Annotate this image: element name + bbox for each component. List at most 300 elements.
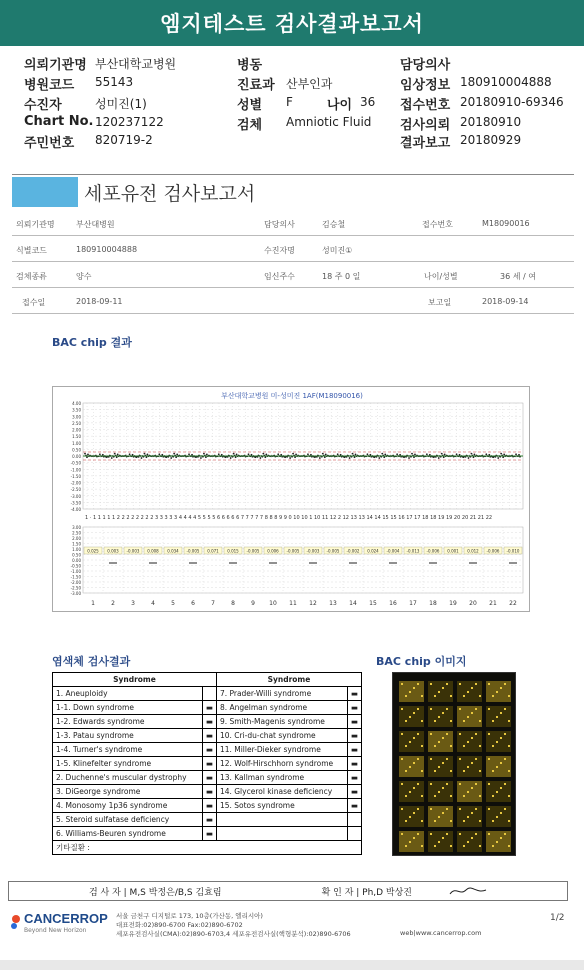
data-point xyxy=(319,457,321,459)
syndrome-name: 1. Aneuploidy xyxy=(53,687,203,701)
chart-svg xyxy=(53,387,531,613)
chip-spot xyxy=(475,758,477,760)
data-point xyxy=(381,453,383,455)
chip-spot xyxy=(459,783,461,785)
syndrome-table-body xyxy=(53,687,362,855)
y-tick-label: -3.00 xyxy=(70,591,81,596)
table-row xyxy=(53,743,362,757)
chip-spot xyxy=(405,745,407,747)
chip-spot xyxy=(500,762,502,764)
chip-spot xyxy=(438,841,440,843)
chip-spot xyxy=(421,695,423,697)
syndrome-mark: ▬ xyxy=(202,729,216,743)
chip-spot xyxy=(471,812,473,814)
data-point xyxy=(310,454,312,456)
table-row xyxy=(12,262,574,288)
chip-spot xyxy=(421,795,423,797)
chip-spot xyxy=(459,808,461,810)
chip-spot xyxy=(471,737,473,739)
receipt-value: 20180910-69346 xyxy=(460,95,564,109)
chip-spot xyxy=(405,795,407,797)
chrom-mean-label: -0.002 xyxy=(346,548,360,554)
data-point xyxy=(349,457,351,459)
syndrome-mark: ▬ xyxy=(202,785,216,799)
table-row xyxy=(53,687,362,701)
logo-text: CANCERROP xyxy=(24,911,108,926)
sex-label: 성별 xyxy=(237,98,263,113)
doctor-label: 담당의사 xyxy=(400,58,451,73)
data-point xyxy=(355,454,357,456)
chip-spot xyxy=(434,695,436,697)
chip-spot xyxy=(409,691,411,693)
syndrome-name: 11. Miller-Dieker syndrome xyxy=(216,743,347,757)
data-point xyxy=(161,454,163,456)
chip-spot xyxy=(475,808,477,810)
syndrome-mark xyxy=(347,813,361,827)
data-point xyxy=(146,456,148,458)
age-value: 36 xyxy=(360,95,376,109)
chip-spot xyxy=(463,795,465,797)
chip-spot xyxy=(450,770,452,772)
syndrome-mark: ▬ xyxy=(347,715,361,729)
chip-spot xyxy=(438,741,440,743)
y-tick-label: -4.00 xyxy=(70,507,81,512)
y-tick-label: -2.00 xyxy=(70,480,81,486)
data-point xyxy=(230,457,232,459)
report-value: 20180929 xyxy=(460,133,522,147)
footer-lab: 세포유전검사실(CMA):02)890-6703,4 세포유전검사실(핵형분석):02)890-6706 xyxy=(116,930,351,938)
data-point xyxy=(352,453,354,455)
syndrome-name: 14. Glycerol kinase deficiency xyxy=(216,785,347,799)
chrom-mean-label: 0.012 xyxy=(467,548,479,554)
data-point xyxy=(471,453,473,455)
data-point xyxy=(251,454,253,456)
spec-label: 검체 xyxy=(237,118,263,133)
chrom-label: 12 xyxy=(309,600,317,607)
data-point xyxy=(289,457,291,459)
data-point xyxy=(414,454,416,456)
y-tick-label: 0.00 xyxy=(72,558,81,563)
chip-spot xyxy=(459,758,461,760)
patient-value: 성미진(1) xyxy=(95,97,147,111)
y-tick-label: 2.50 xyxy=(72,420,81,426)
chip-spot xyxy=(488,758,490,760)
data-point xyxy=(324,456,326,458)
chip-spot xyxy=(488,833,490,835)
chrom-label: 14 xyxy=(349,600,357,607)
chip-spot xyxy=(401,758,403,760)
data-point xyxy=(295,454,297,456)
chrom-mean-label: 0.024 xyxy=(367,548,379,554)
page-bottom-band xyxy=(0,960,584,970)
chip-spot xyxy=(417,808,419,810)
data-point xyxy=(307,453,309,455)
chrom-label: 8 xyxy=(231,600,235,607)
chip-spot xyxy=(409,766,411,768)
chip-spot xyxy=(467,741,469,743)
chip-spot xyxy=(438,766,440,768)
cell: 180910004888 xyxy=(76,245,138,254)
table-row xyxy=(53,729,362,743)
data-point xyxy=(221,454,223,456)
footer xyxy=(8,909,576,939)
data-point xyxy=(259,457,261,459)
chip-spot xyxy=(467,841,469,843)
data-point xyxy=(200,457,202,459)
chip-spot xyxy=(401,708,403,710)
syndrome-mark: ▬ xyxy=(202,813,216,827)
syndrome-mark: ▬ xyxy=(347,757,361,771)
chip-spot xyxy=(417,833,419,835)
report-subtitle: 세포유전 검사보고서 xyxy=(84,183,256,205)
syndrome-name xyxy=(216,813,347,827)
chip-spot xyxy=(409,791,411,793)
data-point xyxy=(411,453,413,455)
syndrome-mark: ▬ xyxy=(347,701,361,715)
y-tick-label: -0.50 xyxy=(70,460,81,466)
chrom-mean-label: -0.006 xyxy=(426,548,440,554)
y-tick-label: -2.00 xyxy=(70,580,81,585)
chip-spot xyxy=(471,787,473,789)
chrom-label: 2 xyxy=(111,600,115,607)
cell: 접수일 xyxy=(22,298,46,307)
syndrome-name: 7. Prader-Willi syndrome xyxy=(216,687,347,701)
signature-line xyxy=(8,881,568,901)
data-point xyxy=(191,454,193,456)
data-point xyxy=(116,456,118,458)
chip-spot xyxy=(500,812,502,814)
chrom-mean-label: 0.006 xyxy=(267,548,279,554)
y-tick-label: -3.00 xyxy=(70,493,81,499)
data-point xyxy=(203,453,205,455)
y-tick-label: 3.00 xyxy=(72,414,81,420)
data-point xyxy=(262,453,264,455)
syndrome-mark: ▬ xyxy=(202,743,216,757)
chip-spot xyxy=(442,712,444,714)
data-point xyxy=(378,457,380,459)
data-point xyxy=(426,453,428,455)
chip-spot xyxy=(504,808,506,810)
data-point xyxy=(114,453,116,455)
data-point xyxy=(99,453,101,455)
spec-value: Amniotic Fluid xyxy=(286,115,372,129)
chip-spot xyxy=(463,720,465,722)
karyotype-title: 염색체 검사결과 xyxy=(52,655,131,668)
report-label: 결과보고 xyxy=(400,136,451,151)
inst-label: 의뢰기관명 xyxy=(24,58,87,73)
data-point xyxy=(325,454,327,456)
chip-spot xyxy=(446,733,448,735)
chip-spot xyxy=(413,712,415,714)
chrom-label: 10 xyxy=(269,600,277,607)
chip-spot xyxy=(500,737,502,739)
cell: 18 주 0 일 xyxy=(322,272,361,281)
chip-spot xyxy=(467,691,469,693)
page-number: 1/2 xyxy=(550,913,565,923)
chart-value: 120237122 xyxy=(95,115,164,129)
code-label: 병원코드 xyxy=(24,78,75,93)
req-label: 검사의뢰 xyxy=(400,118,451,133)
header-cell: Syndrome xyxy=(216,673,361,687)
syndrome-mark: ▬ xyxy=(202,771,216,785)
chip-spot xyxy=(405,820,407,822)
data-point xyxy=(413,456,415,458)
syndrome-name: 9. Smith-Magenis syndrome xyxy=(216,715,347,729)
x-tick-labels: 1 · 1 1 1 1 1 2 2 2 2 2 2 2 2 3 3 3 3 3 4 4 4 4 5 5 5 5 6 6 6 6 6 7 7 7 7 7 8 8 8 9 9 0 10 10 1 10 11 12 2 12 13 13 14 14 15 15 16 17 17 18 18 19 19 20 20 21 21 22 xyxy=(85,515,493,521)
data-point xyxy=(236,454,238,456)
confirm-label: 확 인 자 | Ph,D 박상진 xyxy=(321,887,413,898)
y-tick-label: 2.00 xyxy=(72,427,81,433)
chrom-mean-label: -0.010 xyxy=(506,548,520,554)
chip-spot xyxy=(508,820,510,822)
req-value: 20180910 xyxy=(460,115,522,129)
cell: 36 세 / 여 xyxy=(500,272,536,281)
chip-spot xyxy=(442,687,444,689)
chip-spot xyxy=(434,845,436,847)
chip-spot xyxy=(413,812,415,814)
chrom-label: 6 xyxy=(191,600,195,607)
data-point xyxy=(485,453,487,455)
chip-spot xyxy=(500,787,502,789)
chip-spot xyxy=(467,766,469,768)
inst-value: 부산대학교병원 xyxy=(95,57,177,71)
syndrome-name: 10. Cri-du-chat syndrome xyxy=(216,729,347,743)
chip-spot xyxy=(442,837,444,839)
syndrome-mark: ▬ xyxy=(202,757,216,771)
chip-spot xyxy=(479,745,481,747)
chip-spot xyxy=(459,708,461,710)
data-point xyxy=(456,453,458,455)
chip-spot xyxy=(504,683,506,685)
syndrome-name: 1-4. Turner's syndrome xyxy=(53,743,203,757)
cell: 담당의사 xyxy=(264,220,295,229)
y-tick-label: -1.00 xyxy=(70,569,81,574)
chip-spot xyxy=(479,770,481,772)
data-point xyxy=(468,457,470,459)
table-row xyxy=(53,701,362,715)
chip-spot xyxy=(446,833,448,835)
syndrome-mark xyxy=(202,687,216,701)
syndrome-name: 12. Wolf-Hirschhorn syndrome xyxy=(216,757,347,771)
table-row xyxy=(53,785,362,799)
bac-chip-image xyxy=(392,672,516,856)
chip-spot xyxy=(479,720,481,722)
data-point xyxy=(144,453,146,455)
chip-spot xyxy=(409,816,411,818)
chrom-label: 1 xyxy=(91,600,95,607)
chip-spot xyxy=(430,758,432,760)
data-point xyxy=(176,454,178,456)
chip-spot xyxy=(496,766,498,768)
data-point xyxy=(117,454,119,456)
chrom-label: 13 xyxy=(329,600,337,607)
chip-spot xyxy=(492,695,494,697)
logo-icon xyxy=(10,913,22,931)
table-row xyxy=(53,827,362,841)
table-row xyxy=(53,757,362,771)
data-point xyxy=(235,456,237,458)
chip-spot xyxy=(496,716,498,718)
data-point xyxy=(383,456,385,458)
data-point xyxy=(265,454,267,456)
chip-spot xyxy=(434,795,436,797)
chip-spot xyxy=(450,745,452,747)
chrom-mean-label: 0.015 xyxy=(227,548,239,554)
patient-label: 수진자 xyxy=(24,98,62,113)
chrom-mean-label: 0.071 xyxy=(207,548,219,554)
syndrome-mark: ▬ xyxy=(202,827,216,841)
syndrome-mark: ▬ xyxy=(202,701,216,715)
chip-spot xyxy=(442,737,444,739)
data-point xyxy=(248,453,250,455)
chip-spot xyxy=(508,720,510,722)
data-point xyxy=(354,456,356,458)
data-point xyxy=(175,456,177,458)
chrom-label: 18 xyxy=(429,600,437,607)
chrom-mean-label: 0.034 xyxy=(167,548,179,554)
chip-spot xyxy=(434,770,436,772)
clinical-label: 임상정보 xyxy=(400,78,451,93)
chip-spot xyxy=(430,808,432,810)
cell: 접수번호 xyxy=(422,220,453,229)
data-point xyxy=(218,453,220,455)
data-point xyxy=(408,457,410,459)
chip-spot xyxy=(421,745,423,747)
data-point xyxy=(129,453,131,455)
chrom-label: 4 xyxy=(151,600,155,607)
syndrome-name: 4. Monosomy 1p36 syndrome xyxy=(53,799,203,813)
chip-spot xyxy=(492,720,494,722)
chip-spot xyxy=(488,783,490,785)
y-tick-label: 1.00 xyxy=(72,547,81,552)
cell: 보고일 xyxy=(428,298,452,307)
chrom-mean-label: -0.005 xyxy=(186,548,200,554)
chip-spot xyxy=(479,820,481,822)
chip-spot xyxy=(405,695,407,697)
syndrome-mark: ▬ xyxy=(347,771,361,785)
data-point xyxy=(502,456,504,458)
chip-spot xyxy=(401,783,403,785)
chip-spot xyxy=(413,687,415,689)
data-point xyxy=(188,453,190,455)
chrom-mean-label: -0.003 xyxy=(126,548,140,554)
data-point xyxy=(277,453,279,455)
chart-label: Chart No. xyxy=(24,114,94,129)
chip-spot xyxy=(430,783,432,785)
data-point xyxy=(503,454,505,456)
chip-spot xyxy=(438,716,440,718)
chip-spot xyxy=(496,691,498,693)
syndrome-mark: ▬ xyxy=(202,799,216,813)
chip-spot xyxy=(417,758,419,760)
data-point xyxy=(429,454,431,456)
syndrome-name: 5. Steroid sulfatase deficiency xyxy=(53,813,203,827)
cell: 부산대병원 xyxy=(76,220,115,229)
syndrome-mark: ▬ xyxy=(347,785,361,799)
chrom-label: 22 xyxy=(509,600,517,607)
dept-label: 진료과 xyxy=(237,78,275,93)
chip-spot xyxy=(417,733,419,735)
chrom-mean-label: -0.005 xyxy=(246,548,260,554)
chip-spot xyxy=(446,758,448,760)
data-point xyxy=(443,456,445,458)
data-point xyxy=(384,454,386,456)
chrom-label: 3 xyxy=(131,600,135,607)
chip-spot xyxy=(401,833,403,835)
chip-spot xyxy=(409,741,411,743)
cell: 김승철 xyxy=(322,220,346,229)
chart-title: 부산대학교병원 미-성미진 1AF(M18090016) xyxy=(221,392,363,400)
data-point xyxy=(292,453,294,455)
data-point xyxy=(84,453,86,455)
chip-spot xyxy=(421,820,423,822)
chip-spot xyxy=(409,716,411,718)
chip-spot xyxy=(401,683,403,685)
data-point xyxy=(322,453,324,455)
chrom-mean-label: 0.003 xyxy=(107,548,119,554)
chip-spot xyxy=(463,845,465,847)
sex-value: F xyxy=(286,95,293,109)
cell: 나이/성별 xyxy=(424,272,458,281)
data-point xyxy=(170,457,172,459)
rrn-value: 820719-2 xyxy=(95,133,153,147)
data-point xyxy=(87,454,89,456)
chrom-mean-label: -0.005 xyxy=(286,548,300,554)
chip-spot xyxy=(488,708,490,710)
y-tick-label: 4.00 xyxy=(72,401,81,406)
chip-spot xyxy=(504,758,506,760)
chip-spot xyxy=(504,833,506,835)
data-point xyxy=(294,456,296,458)
data-point xyxy=(340,454,342,456)
age-label: 나이 xyxy=(327,98,353,113)
chip-spot xyxy=(459,683,461,685)
chrom-label: 15 xyxy=(369,600,377,607)
chip-spot xyxy=(438,691,440,693)
chip-spot xyxy=(488,733,490,735)
chip-spot xyxy=(508,795,510,797)
y-tick-label: 0.50 xyxy=(72,552,81,558)
ward-label: 병동 xyxy=(237,58,263,73)
chip-spot xyxy=(508,695,510,697)
cell: 임신주수 xyxy=(264,272,295,281)
chip-spot xyxy=(430,733,432,735)
data-point xyxy=(438,457,440,459)
syndrome-table xyxy=(52,672,362,855)
chip-spot xyxy=(500,837,502,839)
syndrome-name: 6. Williams-Beuren syndrome xyxy=(53,827,203,841)
chip-spot xyxy=(446,808,448,810)
chip-spot xyxy=(463,745,465,747)
chip-spot xyxy=(492,795,494,797)
chip-spot xyxy=(450,820,452,822)
chip-spot xyxy=(479,695,481,697)
chip-spot xyxy=(450,795,452,797)
data-point xyxy=(147,454,149,456)
chip-spot xyxy=(467,816,469,818)
data-point xyxy=(158,453,160,455)
chip-spot xyxy=(417,683,419,685)
chip-spot xyxy=(463,770,465,772)
chip-spot xyxy=(421,720,423,722)
chip-spot xyxy=(450,695,452,697)
cell: M18090016 xyxy=(482,219,530,228)
bac-chip-chart xyxy=(52,386,530,612)
chip-spot xyxy=(446,708,448,710)
chip-spot xyxy=(421,845,423,847)
table-row xyxy=(12,236,574,262)
chip-spot xyxy=(467,716,469,718)
